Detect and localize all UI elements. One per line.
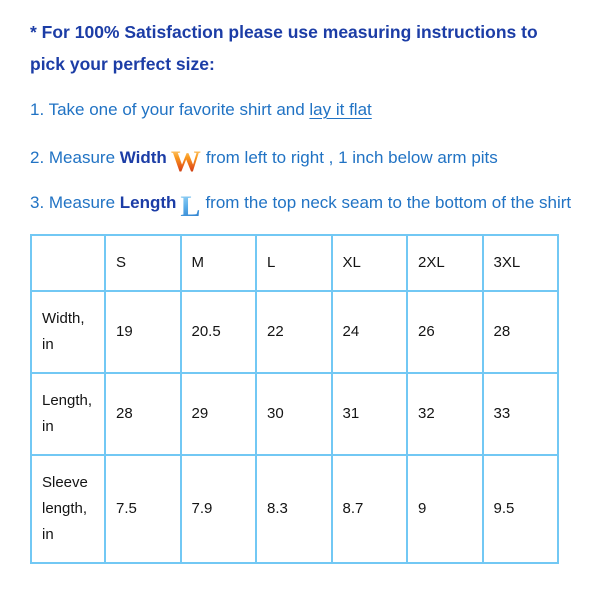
sleeve-value-2xl: 9: [407, 455, 483, 563]
sleeve-length-row: [31, 455, 558, 563]
size-column-header-m: M: [181, 235, 257, 291]
length-value-m: 29: [181, 373, 257, 455]
row-label-length: Length, in: [31, 373, 105, 455]
width-value-s: 19: [105, 291, 181, 373]
step-3-text: 3. Measure: [30, 193, 120, 212]
length-value-xl: 31: [332, 373, 408, 455]
length-value-2xl: 32: [407, 373, 483, 455]
step-3-suffix: from the top neck seam to the bottom of the shirt: [205, 193, 572, 212]
width-w-icon: W: [170, 145, 201, 178]
satisfaction-heading: * For 100% Satisfaction please use measuring instructions to pick your perfect size:: [30, 22, 538, 74]
width-value-3xl: 28: [483, 291, 559, 373]
step-1-text: 1. Take one of your favorite shirt and: [30, 100, 310, 119]
width-value-m: 20.5: [181, 291, 257, 373]
sleeve-value-m: 7.9: [181, 455, 257, 563]
instruction-step-1: [30, 94, 575, 126]
width-row: [31, 291, 558, 373]
width-value-2xl: 26: [407, 291, 483, 373]
width-keyword: Width: [119, 148, 167, 167]
lay-it-flat-underlined-text: lay it flat: [309, 100, 372, 119]
instruction-step-2: [30, 142, 575, 177]
row-label-sleeve-length: Sleeve length, in: [31, 455, 105, 563]
step-2-suffix: from left to right , 1 inch below arm pits: [205, 148, 498, 167]
instruction-step-3: [30, 187, 575, 222]
size-chart-corner-cell: [31, 235, 105, 291]
sleeve-value-xl: 8.7: [332, 455, 408, 563]
sleeve-value-3xl: 9.5: [483, 455, 559, 563]
size-column-header-s: S: [105, 235, 181, 291]
sleeve-value-l: 8.3: [256, 455, 332, 563]
width-value-l: 22: [256, 291, 332, 373]
length-value-s: 28: [105, 373, 181, 455]
step-2-text: 2. Measure: [30, 148, 120, 167]
length-value-3xl: 33: [483, 373, 559, 455]
size-column-header-3xl: 3XL: [483, 235, 559, 291]
length-keyword: Length: [119, 193, 177, 212]
width-value-xl: 24: [332, 291, 408, 373]
length-l-icon: L: [180, 190, 201, 223]
measuring-instructions-section: [30, 16, 578, 564]
size-column-header-2xl: 2XL: [407, 235, 483, 291]
length-value-l: 30: [256, 373, 332, 455]
size-chart-table: [30, 234, 559, 564]
sleeve-value-s: 7.5: [105, 455, 181, 563]
size-column-header-l: L: [256, 235, 332, 291]
size-column-header-xl: XL: [332, 235, 408, 291]
length-row: [31, 373, 558, 455]
row-label-width: Width, in: [31, 291, 105, 373]
size-chart-header-row: [31, 235, 558, 291]
